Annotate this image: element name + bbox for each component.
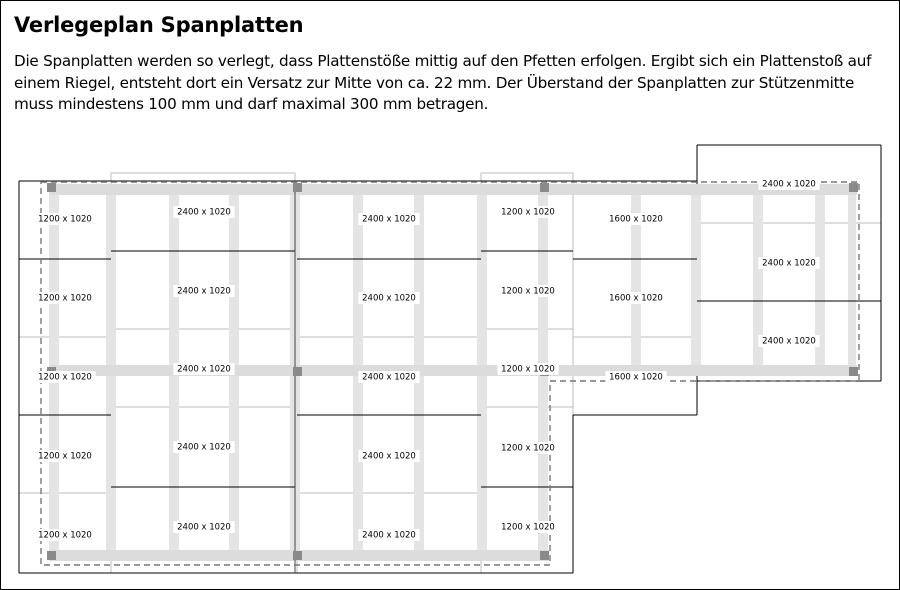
plate-label: 2400 x 1020 [362,214,416,225]
plate-label: 2400 x 1020 [362,293,416,304]
plate-joints [19,181,881,573]
plate-label: 2400 x 1020 [177,442,231,453]
post [293,183,302,192]
floor-plan-diagram [1,1,899,589]
plate-grid [19,145,881,573]
plate-label: 2400 x 1020 [762,179,816,190]
purlin [848,184,856,374]
plate-label: 2400 x 1020 [362,372,416,383]
plate-label: 1200 x 1020 [501,522,555,533]
plate-label: 1200 x 1020 [501,364,555,375]
post [849,367,858,376]
post [47,551,56,560]
purlin [631,184,641,374]
plate-label: 1200 x 1020 [38,293,92,304]
plate-label: 2400 x 1020 [177,207,231,218]
plate-label: 1200 x 1020 [501,286,555,297]
plate-label: 1200 x 1020 [501,207,555,218]
post [540,183,549,192]
page-title: Verlegeplan Spanplatten [14,13,304,37]
plate-label: 2400 x 1020 [177,364,231,375]
post [47,183,56,192]
plate-label: 1600 x 1020 [609,372,663,383]
plate-label: 2400 x 1020 [362,530,416,541]
plate-label: 1600 x 1020 [609,214,663,225]
plate-label: 1600 x 1020 [609,293,663,304]
plate-label: 2400 x 1020 [177,522,231,533]
plate-label: 1200 x 1020 [38,372,92,383]
purlin [691,184,701,374]
plate-label: 1200 x 1020 [38,214,92,225]
girder [49,184,857,195]
description-text: Die Spanplatten werden so verlegt, dass Plattenstöße mittig auf den Pfetten erfolgen. Ergibt sich ein Plattenstoß auf einem Riegel, entsteht dort ein Versatz zur Mitte von ca. 22 mm. Der Überstand der Spanplatten zur Stützenmitte muss mindestens 100 mm und darf maximal 300 mm betragen. [14,52,872,113]
post [293,551,302,560]
plate-label: 2400 x 1020 [362,451,416,462]
post [849,183,858,192]
plate-label: 1200 x 1020 [38,530,92,541]
post [540,551,549,560]
plate-field-borders [19,145,881,573]
girder [49,365,857,376]
plate-label: 2400 x 1020 [762,258,816,269]
plate-label: 1200 x 1020 [38,451,92,462]
post [293,367,302,376]
plate-label: 2400 x 1020 [177,286,231,297]
plate-label: 2400 x 1020 [762,336,816,347]
plate-label: 1200 x 1020 [501,443,555,454]
